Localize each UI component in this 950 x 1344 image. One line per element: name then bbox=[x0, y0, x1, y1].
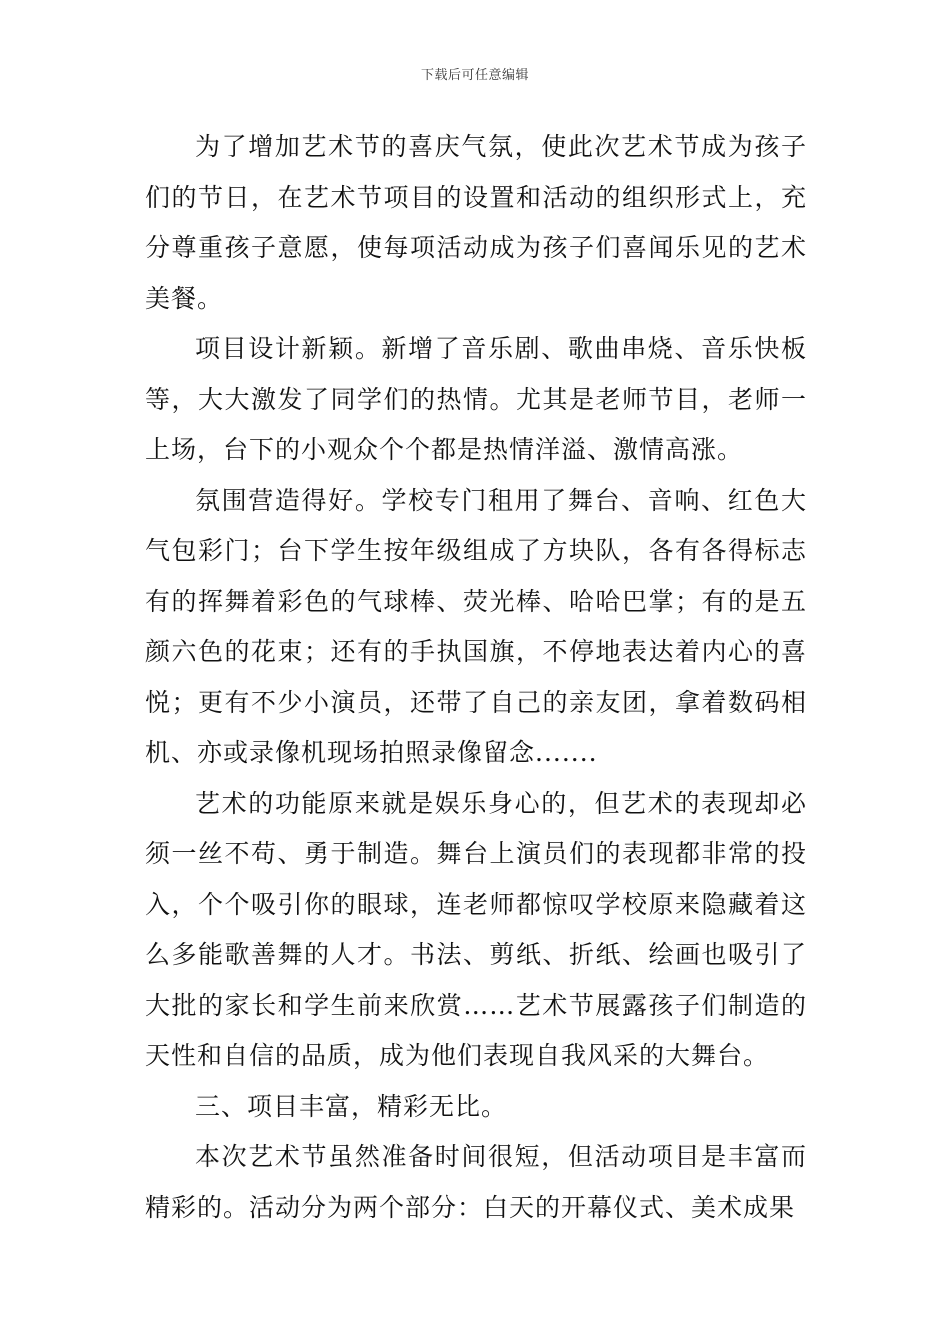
paragraph-festival-atmosphere: 为了增加艺术节的喜庆气氛，使此次艺术节成为孩子们的节日，在艺术节项目的设置和活动的组织形式上，充分尊重孩子意愿，使每项活动成为孩子们喜闻乐见的艺术美餐。 bbox=[145, 132, 807, 313]
page-header-note: 下载后可任意编辑 bbox=[420, 68, 529, 83]
paragraph-ambience: 氛围营造得好。学校专门租用了舞台、音响、红色大气包彩门；台下学生按年级组成了方块队，各有各得标志有的挥舞着彩色的气球棒、荧光棒、哈哈巴掌；有的是五颜六色的花束；还有的手执国旗，不停地表达着内心的喜悦；更有不少小演员，还带了自己的亲友团，拿着数码相机、亦或录像机现场拍照录像留念....... bbox=[145, 485, 807, 767]
section-heading-three: 三、项目丰富，精彩无比。 bbox=[195, 1091, 508, 1121]
paragraph-art-function: 艺术的功能原来就是娱乐身心的，但艺术的表现却必须一丝不苟、勇于制造。舞台上演员们的表现都非常的投入，个个吸引你的眼球，连老师都惊叹学校原来隐藏着这么多能歌善舞的人才。书法、剪纸、折纸、绘画也吸引了大批的家长和学生前来欣赏……艺术节展露孩子们制造的天性和自信的品质，成为他们表现自我风采的大舞台。 bbox=[145, 788, 807, 1070]
paragraph-activities: 本次艺术节虽然准备时间很短，但活动项目是丰富而精彩的。活动分为两个部分：白天的开幕仪式、美术成果 bbox=[145, 1142, 807, 1222]
paragraph-novel-design: 项目设计新颖。新增了音乐剧、歌曲串烧、音乐快板等，大大激发了同学们的热情。尤其是老师节目，老师一上场，台下的小观众个个都是热情洋溢、激情高涨。 bbox=[145, 334, 807, 464]
document-body bbox=[145, 122, 807, 1233]
